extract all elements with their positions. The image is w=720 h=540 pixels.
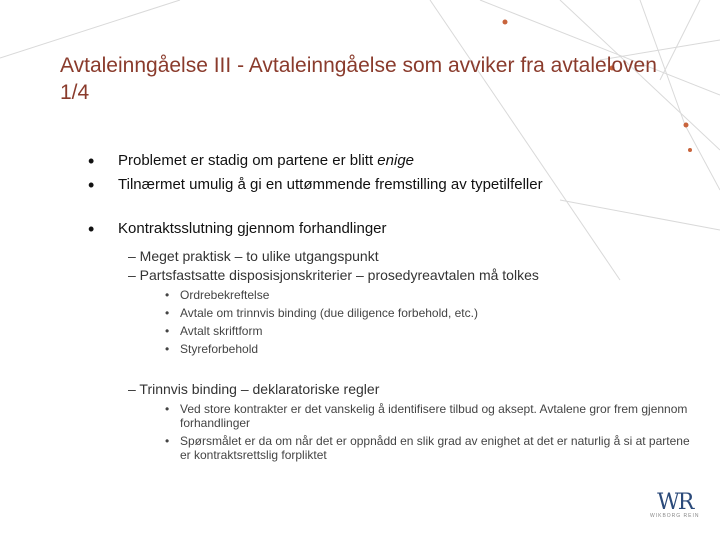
bullet-dot: • xyxy=(165,342,170,356)
logo-mark: WR xyxy=(657,490,693,515)
bullet-level2: – Trinnvis binding – deklaratoriske regler xyxy=(128,381,380,397)
bullet-dot: • xyxy=(88,151,95,171)
company-logo xyxy=(650,490,700,519)
slide-title: Avtaleinngåelse III - Avtaleinngåelse som avviker fra avtaleloven 1/4 xyxy=(60,54,657,104)
bullet-dot: • xyxy=(165,288,170,302)
bullet-level2: – Partsfastsatte disposisjonskriterier – prosedyreavtalen må tolkes xyxy=(128,267,539,283)
bullet-dot: • xyxy=(165,434,170,448)
bullet-level3 xyxy=(165,434,695,462)
bullet-dot: • xyxy=(88,219,95,239)
bullet-dot: • xyxy=(88,175,95,195)
bullet-text: Kontraktsslutning gjennom forhandlinger xyxy=(118,220,387,237)
bullet-dot: • xyxy=(165,306,170,320)
bullet-text: Avtale om trinnvis binding (due diligence forbehold, etc.) xyxy=(180,306,478,320)
bullet-text: Tilnærmet umulig å gi en uttømmende fremstilling av typetilfeller xyxy=(118,176,543,193)
bullet-level2: – Meget praktisk – to ulike utgangspunkt xyxy=(128,248,379,264)
bullet-text: Spørsmålet er da om når det er oppnådd en slik grad av enighet at det er naturlig å si at partene er kontraktsrettslig forpliktet xyxy=(180,434,690,462)
bullet-text: Styreforbehold xyxy=(180,342,259,356)
bullet-dot: • xyxy=(165,324,170,338)
bullet-text: Problemet er stadig om partene er blitt enige xyxy=(118,152,414,169)
bullet-text: Ordrebekreftelse xyxy=(180,288,270,302)
bullet-level3 xyxy=(165,402,695,430)
bullet-text: Avtalt skriftform xyxy=(180,324,263,338)
bullet-dot: • xyxy=(165,402,170,416)
emphasis-text: enige xyxy=(377,152,414,169)
bullet-text: Ved store kontrakter er det vanskelig å identifisere tilbud og aksept. Avtalene gror frem gjennom forhandlinger xyxy=(180,402,688,430)
logo-text: WIKBORG REIN xyxy=(650,513,700,519)
